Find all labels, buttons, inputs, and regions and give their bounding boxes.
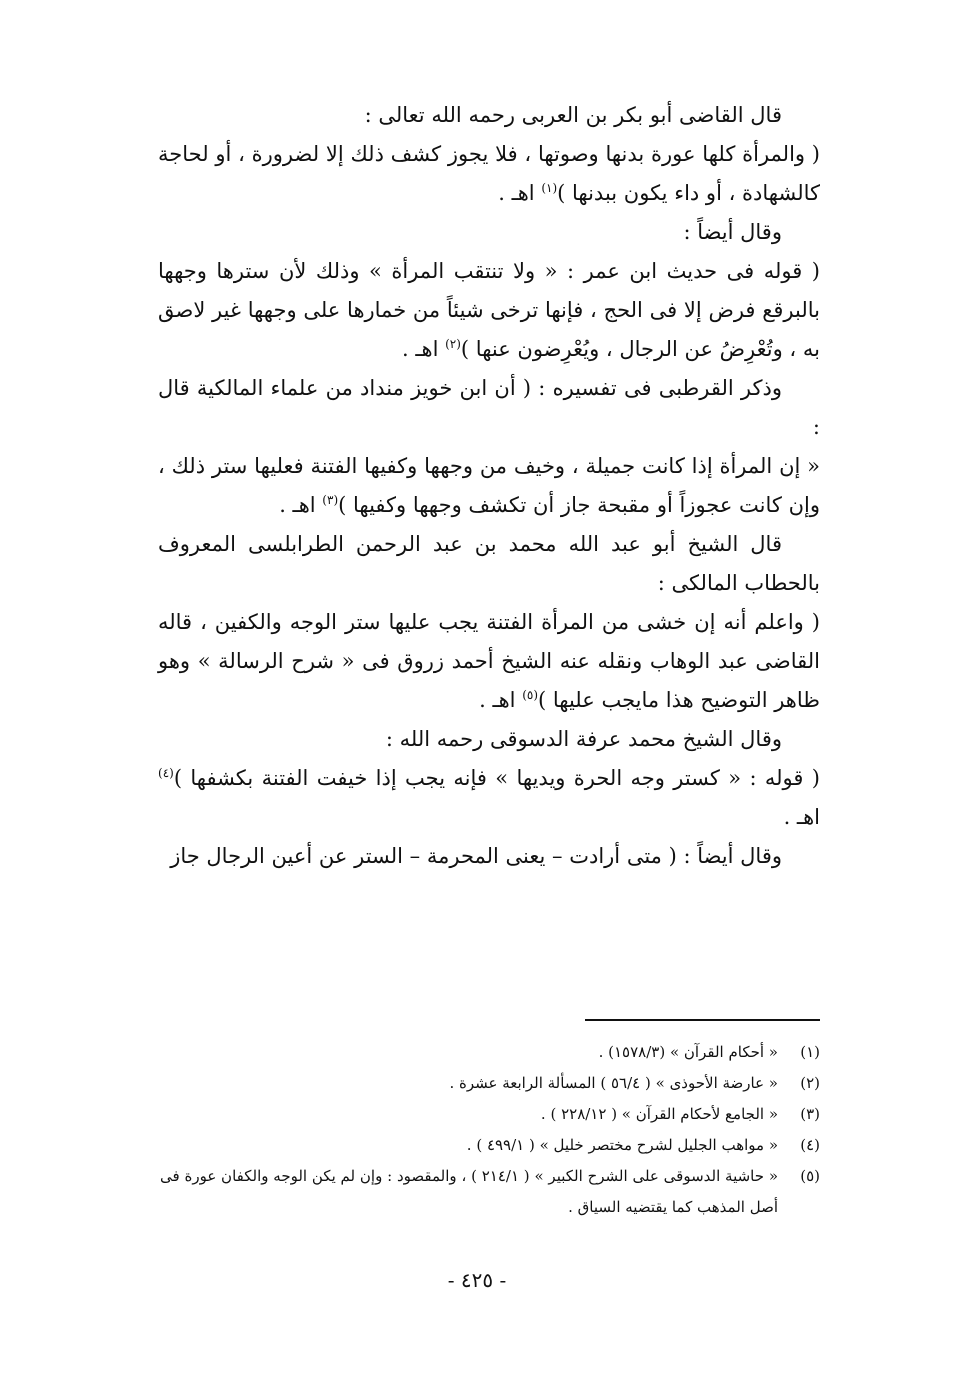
footnote-marker: (٥) (522, 688, 539, 702)
footnote-text: « حاشية الدسوقى على الشرح الكبير » ( ٢١٤/١ ) ، والمقصود : وإن لم يكن الوجه والكفان عورة فى أصل المذهب كما يقتضيه السياق . (160, 1167, 778, 1216)
paragraph-heading: قال القاضى أبو بكر بن العربى رحمه الله تعالى : (364, 103, 782, 127)
quote-paragraph (158, 447, 820, 525)
footnote-item (160, 1161, 820, 1223)
footnote-number: (٣) (800, 1105, 820, 1123)
paragraph-heading: وقال أيضاً : (683, 220, 782, 244)
footnote-text: « الجامع لأحكام القرآن » ( ٢٢٨/١٢ ) . (540, 1105, 778, 1123)
footnote-number: (٢) (800, 1074, 820, 1092)
quote-tail: اهـ . (479, 688, 523, 712)
main-text (158, 96, 820, 876)
quote-paragraph (158, 759, 820, 837)
footnote-number: (٤) (800, 1136, 820, 1154)
footnote-item (160, 1037, 820, 1068)
footnote-number: (١) (800, 1043, 820, 1061)
quote-tail: اهـ . (402, 337, 446, 361)
quote-paragraph (158, 252, 820, 369)
paragraph-heading: وذكر القرطبى فى تفسيره : ( أن ابن خويز منداد من علماء المالكية قال : (158, 376, 820, 439)
quote-paragraph (158, 135, 820, 213)
footnote-number: (٥) (800, 1167, 820, 1185)
footnote-item (160, 1068, 820, 1099)
quote-text: ( والمرأة كلها عورة بدنها وصوتها ، فلا يجوز كشف ذلك إلا لضرورة ، أو لحاجة كالشهادة ، أو داء يكون ببدنها ) (158, 142, 820, 205)
footnote-divider (585, 1019, 820, 1021)
footnote-item (160, 1099, 820, 1130)
quote-tail: اهـ . (783, 805, 820, 829)
paragraph-heading: قال الشيخ أبو عبد الله محمد بن عبد الرحمن الطرابلسى المعروف بالحطاب المالكى : (158, 532, 820, 595)
page-number: - ٤٢٥ - (447, 1268, 507, 1292)
footnote-text: « أحكام القرآن » (١٥٧٨/٣) . (598, 1043, 778, 1061)
footnotes (160, 1037, 820, 1223)
paragraph-heading: وقال أيضاً : ( متى أرادت – يعنى المحرمة – الستر عن أعين الرجال جاز (170, 844, 782, 868)
quote-text: ( قوله فى حديث ابن عمر : « ولا تنتقب المرأة » وذلك لأن سترها وجهها بالبرقع فرض إلا فى الحج ، فإنها ترخى شيئاً من خمارها على وجهها غير لاصق به ، وتُعْرِضُ عن الرجال ، ويُعْرِضون عنها ) (158, 259, 820, 361)
quote-tail: اهـ . (498, 181, 542, 205)
footnote-marker: (٢) (445, 337, 461, 351)
quote-paragraph (158, 603, 820, 720)
quote-text: ( واعلم أنه إن خشى من المرأة الفتنة يجب عليها ستر الوجه والكفين ، قاله القاضى عبد الوهاب ونقله عنه الشيخ أحمد زروق فى « شرح الرسالة » وهو ظاهر التوضيح هذا مايجب عليها ) (158, 610, 820, 712)
quote-tail: اهـ . (279, 493, 323, 517)
footnote-text: « مواهب الجليل لشرح مختصر خليل » ( ٤٩٩/١ ) . (466, 1136, 778, 1154)
footnote-item (160, 1130, 820, 1161)
quote-text: « إن المرأة إذا كانت جميلة ، وخيف من وجهها وكفيها الفتنة فعليها ستر ذلك ، وإن كانت عجوزاً أو مقبحة جاز أن تكشف وجهها وكفيها ) (158, 454, 820, 517)
footnote-marker: (٤) (158, 766, 174, 780)
footnote-marker: (٣) (322, 493, 339, 507)
paragraph-heading: وقال الشيخ محمد عرفة الدسوقى رحمه الله : (385, 727, 782, 751)
footnote-text: « عارضة الأحوذى » ( ٥٦/٤ ) المسألة الرابعة عشرة . (449, 1074, 778, 1092)
quote-text: ( قوله : « كستر وجه الحرة ويديها » فإنه يجب إذا خيفت الفتنة بكشفها ) (173, 766, 820, 790)
footnote-marker: (١) (541, 181, 558, 195)
